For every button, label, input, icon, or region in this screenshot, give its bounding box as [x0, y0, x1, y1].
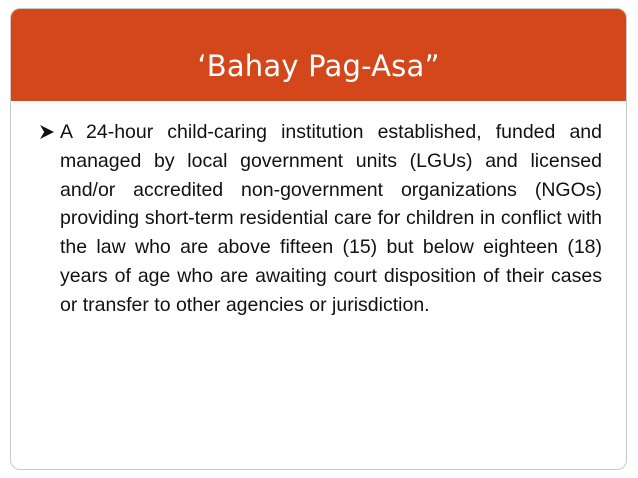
bullet-item — [40, 118, 602, 320]
bullet-text: A 24-hour child-caring institution established, funded and managed by local government units (LGUs) and licensed and/or accredited non-government organizations (NGOs) providing short-term residential care for children in conflict with the law who are above fifteen (15) but below eighteen (18) years of age who are awaiting court disposition of their cases or transfer to other agencies or jurisdiction. — [60, 121, 602, 316]
slide-title: ‘Bahay Pag-Asa” — [197, 49, 440, 83]
